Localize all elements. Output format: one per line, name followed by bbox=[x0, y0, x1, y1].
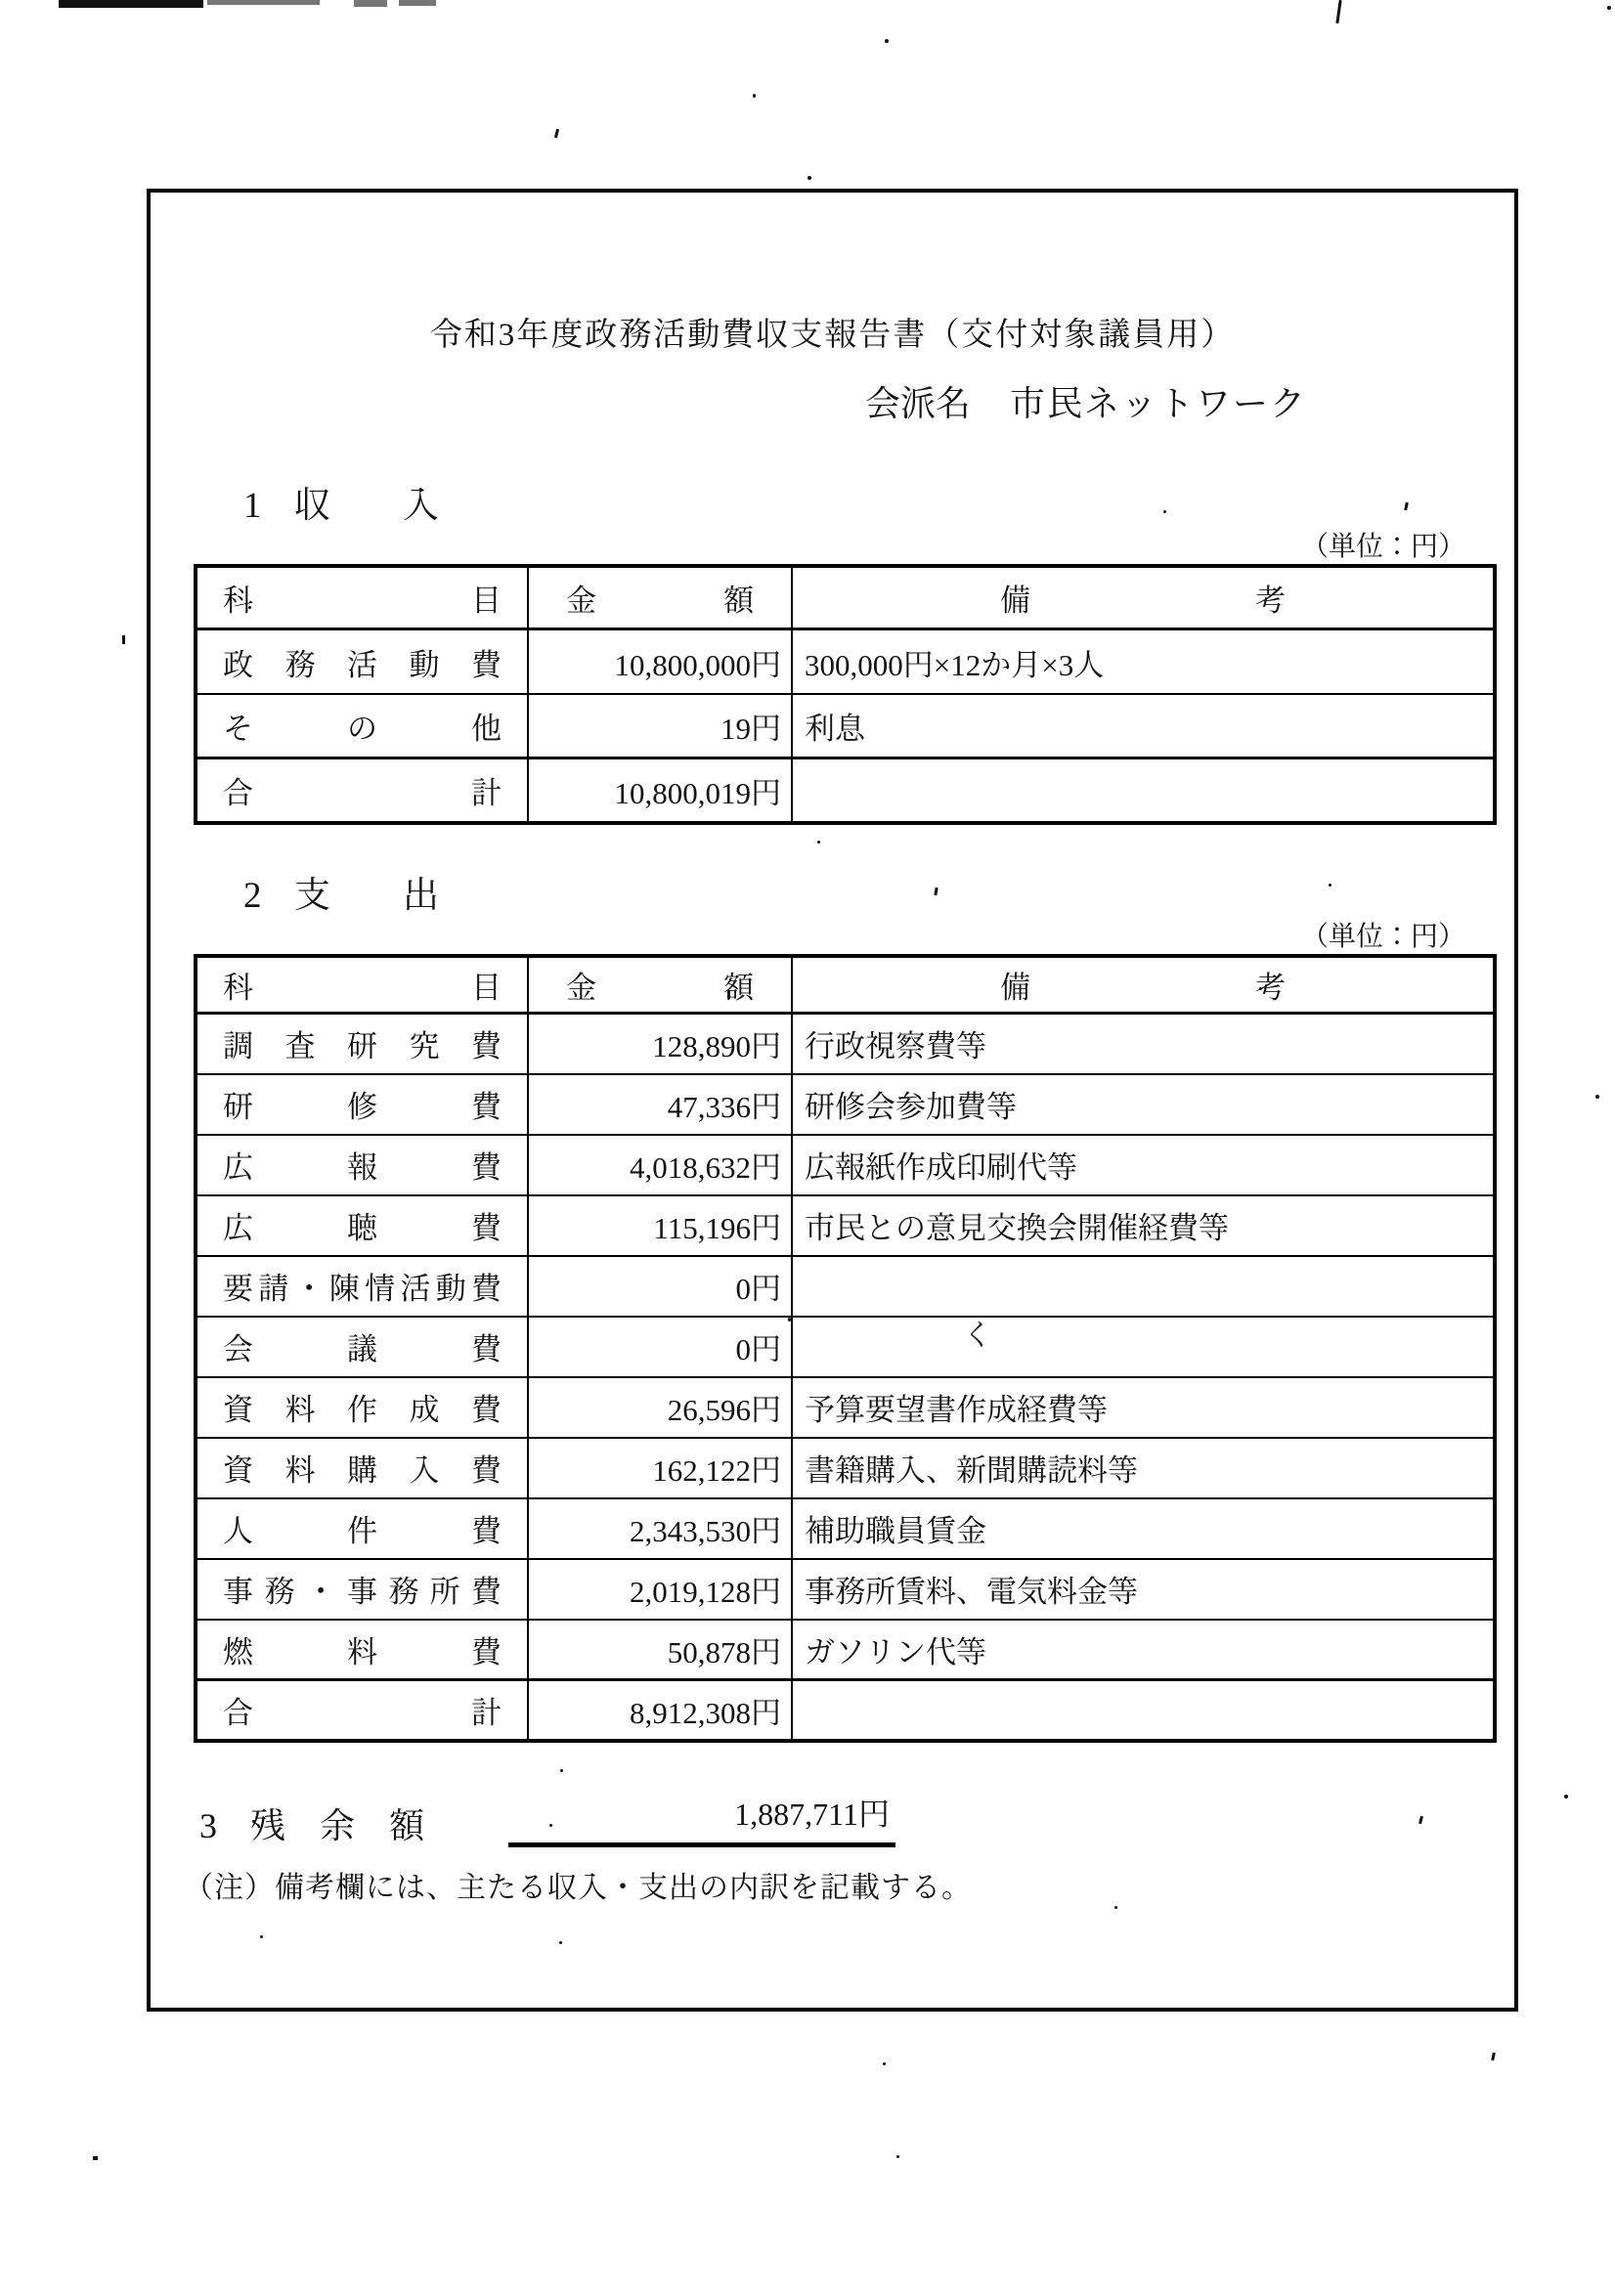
remark-cell: 広報紙作成印刷代等 bbox=[792, 1135, 1495, 1195]
table-row bbox=[196, 694, 1495, 758]
amount-cell: 47,336円 bbox=[528, 1074, 792, 1135]
scan-artifact bbox=[207, 0, 320, 5]
amount-cell: 2,019,128円 bbox=[528, 1559, 792, 1620]
item-cell: 広 聴 費 bbox=[196, 1195, 528, 1256]
remark-cell bbox=[792, 1680, 1495, 1741]
remark-cell bbox=[792, 758, 1495, 823]
scan-artifact bbox=[1564, 1795, 1568, 1798]
remark-cell bbox=[792, 1256, 1495, 1317]
table-row bbox=[196, 1680, 1495, 1741]
amount-cell: 4,018,632円 bbox=[528, 1135, 792, 1195]
table-row bbox=[196, 1256, 1495, 1317]
income-table-body bbox=[196, 629, 1495, 823]
expense-section-title: 支 出 bbox=[294, 875, 439, 916]
item-cell: そ の 他 bbox=[196, 694, 528, 758]
faction-label: 会派名 bbox=[864, 384, 971, 424]
item-cell: 合 計 bbox=[196, 758, 528, 823]
balance-section-number: 3 bbox=[199, 1805, 217, 1845]
income-section bbox=[151, 484, 1514, 825]
remark-cell: 研修会参加費等 bbox=[792, 1074, 1495, 1135]
faction-name: 市民ネットワーク bbox=[1009, 384, 1307, 424]
remark-cell: 事務所賃料、電気料金等 bbox=[792, 1559, 1495, 1620]
expense-section-number: 2 bbox=[243, 875, 262, 916]
table-row bbox=[196, 1317, 1495, 1377]
amount-cell: 50,878円 bbox=[528, 1620, 792, 1680]
scan-artifact bbox=[122, 635, 125, 644]
table-row bbox=[196, 1377, 1495, 1438]
expense-section bbox=[151, 874, 1514, 1743]
balance-amount: 1,887,711円 bbox=[508, 1796, 895, 1847]
item-cell: 会 議 費 bbox=[196, 1317, 528, 1377]
report-title: 令和3年度政務活動費収支報告書（交付対象議員用） bbox=[429, 318, 1236, 353]
scan-artifact bbox=[1607, 6, 1611, 10]
remark-cell: 利息 bbox=[792, 694, 1495, 758]
remark-cell bbox=[792, 1317, 1495, 1377]
table-row bbox=[196, 1559, 1495, 1620]
table-row bbox=[196, 1135, 1495, 1195]
amount-cell: 26,596円 bbox=[528, 1377, 792, 1438]
scan-artifact bbox=[1335, 0, 1341, 23]
scan-artifact bbox=[93, 2156, 98, 2160]
amount-cell: 162,122円 bbox=[528, 1438, 792, 1498]
item-cell: 要 請 ・ 陳 情 活 動 費 bbox=[196, 1256, 528, 1317]
expense-header-item: 科 目 bbox=[196, 956, 528, 1014]
remark-cell: ガソリン代等 bbox=[792, 1620, 1495, 1680]
item-cell: 広 報 費 bbox=[196, 1135, 528, 1195]
scan-artifact bbox=[896, 2155, 899, 2158]
remark-cell: 補助職員賃金 bbox=[792, 1498, 1495, 1559]
income-header-row bbox=[196, 566, 1495, 629]
table-row bbox=[196, 1195, 1495, 1256]
table-row bbox=[196, 758, 1495, 823]
table-row bbox=[196, 1014, 1495, 1074]
table-row bbox=[196, 1074, 1495, 1135]
scan-artifact bbox=[354, 0, 387, 7]
income-section-heading bbox=[243, 484, 1514, 529]
amount-cell: 128,890円 bbox=[528, 1014, 792, 1074]
item-cell: 人 件 費 bbox=[196, 1498, 528, 1559]
amount-cell: 10,800,019円 bbox=[528, 758, 792, 823]
amount-cell: 0円 bbox=[528, 1256, 792, 1317]
income-section-number: 1 bbox=[243, 486, 262, 527]
scan-artifact bbox=[753, 94, 756, 98]
amount-cell: 115,196円 bbox=[528, 1195, 792, 1256]
scan-artifact bbox=[1595, 1095, 1599, 1099]
stray-mark: く bbox=[963, 1320, 992, 1352]
balance-title: 残 余 額 bbox=[250, 1805, 424, 1845]
scan-artifact bbox=[883, 2062, 886, 2065]
item-cell: 事 務 ・ 事 務 所 費 bbox=[196, 1559, 528, 1620]
expense-header-remark: 備 考 bbox=[792, 956, 1495, 1014]
amount-cell: 2,343,530円 bbox=[528, 1498, 792, 1559]
remark-cell: 行政視察費等 bbox=[792, 1014, 1495, 1074]
item-cell: 研 修 費 bbox=[196, 1074, 528, 1135]
income-header-item: 科 目 bbox=[196, 566, 528, 629]
expense-header-amount: 金 額 bbox=[528, 956, 792, 1014]
scan-artifact bbox=[554, 129, 559, 138]
remark-cell: 書籍購入、新聞購読料等 bbox=[792, 1438, 1495, 1498]
expense-table bbox=[194, 954, 1497, 1743]
scan-artifact bbox=[885, 39, 889, 43]
expense-header-row bbox=[196, 956, 1495, 1014]
expense-section-heading bbox=[243, 874, 1514, 919]
scan-artifact bbox=[808, 176, 811, 180]
remark-cell: 市民との意見交換会開催経費等 bbox=[792, 1195, 1495, 1256]
amount-cell: 0円 bbox=[528, 1317, 792, 1377]
item-cell: 資 料 購 入 費 bbox=[196, 1438, 528, 1498]
item-cell: 燃 料 費 bbox=[196, 1620, 528, 1680]
item-cell: 政 務 活 動 費 bbox=[196, 629, 528, 694]
footnote: （注）備考欄には、主たる収入・支出の内訳を記載する。 bbox=[184, 1872, 972, 1905]
table-row bbox=[196, 629, 1495, 694]
remark-cell: 300,000円×12か月×3人 bbox=[792, 629, 1495, 694]
amount-cell: 19円 bbox=[528, 694, 792, 758]
table-row bbox=[196, 1620, 1495, 1680]
scan-artifact bbox=[59, 0, 203, 8]
item-cell: 資 料 作 成 費 bbox=[196, 1377, 528, 1438]
item-cell: 合 計 bbox=[196, 1680, 528, 1741]
report-frame bbox=[147, 189, 1518, 2012]
income-header-remark: 備 考 bbox=[792, 566, 1495, 629]
income-unit-note: （単位：円） bbox=[1300, 532, 1465, 563]
faction-line bbox=[151, 381, 1514, 427]
amount-cell: 10,800,000円 bbox=[528, 629, 792, 694]
expense-table-body bbox=[196, 1014, 1495, 1741]
scan-artifact bbox=[1491, 2053, 1496, 2060]
table-row bbox=[196, 1498, 1495, 1559]
expense-unit-note: （単位：円） bbox=[1300, 922, 1465, 953]
income-section-title: 収 入 bbox=[294, 486, 439, 527]
income-header-amount: 金 額 bbox=[528, 566, 792, 629]
income-table bbox=[194, 564, 1497, 825]
scan-artifact bbox=[399, 0, 436, 6]
table-row bbox=[196, 1438, 1495, 1498]
item-cell: 調 査 研 究 費 bbox=[196, 1014, 528, 1074]
remark-cell: 予算要望書作成経費等 bbox=[792, 1377, 1495, 1438]
balance-section bbox=[199, 1796, 1514, 1847]
amount-cell: 8,912,308円 bbox=[528, 1680, 792, 1741]
